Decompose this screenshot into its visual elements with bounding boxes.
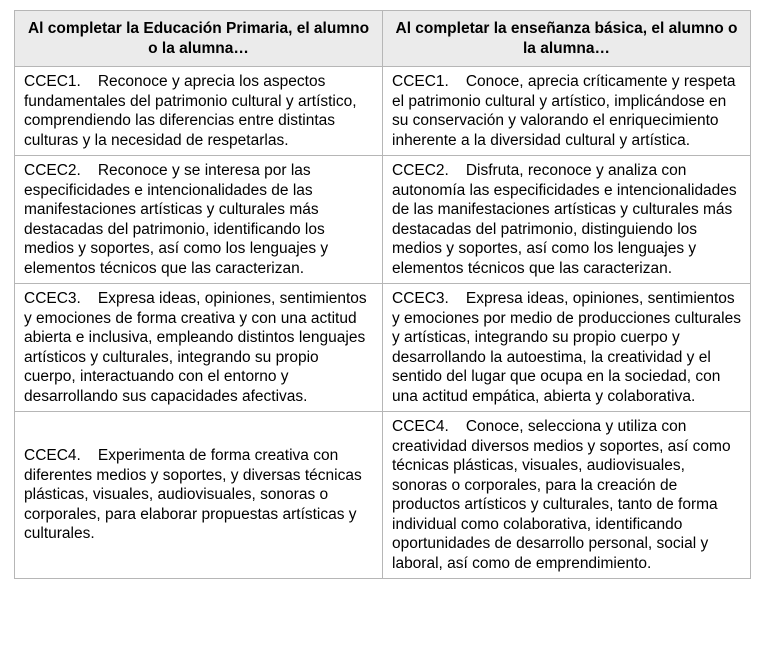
competency-cell-ccec3-primary: [15, 284, 383, 412]
header-cell-basic: Al completar la enseñanza básica, el alumno o la alumna…: [383, 11, 751, 67]
competency-text: Conoce, aprecia críticamente y respeta el patrimonio cultural y artístico, implicándose en su conservación y valorando el enriquecimiento inherente a la diversidad cultural y artística.: [392, 73, 736, 149]
competency-text: Disfruta, reconoce y analiza con autonomía las especificidades e intencionalidades de las manifestaciones artísticas y culturales más destacadas del patrimonio, distinguiendo los medios y soportes, así como los lenguajes y elementos técnicos que las caracterizan.: [392, 162, 737, 277]
table-header-row: [15, 11, 751, 67]
competency-code: CCEC1.: [392, 73, 449, 90]
competency-code: CCEC4.: [24, 447, 81, 465]
table-row: [15, 284, 751, 412]
competency-cell-ccec2-primary: [15, 156, 383, 284]
table-row: [15, 67, 751, 156]
competency-cell-ccec1-primary: [15, 67, 383, 156]
competency-cell-ccec3-basic: [383, 284, 751, 412]
competency-code: CCEC1.: [24, 73, 81, 90]
competency-code: CCEC3.: [392, 290, 449, 307]
competency-cell-ccec1-basic: [383, 67, 751, 156]
competency-text: Expresa ideas, opiniones, sentimientos y emociones por medio de producciones culturales y artísticas, integrando su propio cuerpo y desarrollando la autoestima, la creatividad y el sentido del lugar que ocupa en la sociedad, con una actitud empática, abierta y colaborativa.: [392, 290, 741, 405]
competency-text: Reconoce y se interesa por las especificidades e intencionalidades de las manifestaciones artísticas y culturales más destacadas del patrimonio, identificando los medios y soportes, así como los lenguajes y elementos técnicos que las caracterizan.: [24, 162, 329, 277]
competency-code: CCEC2.: [24, 162, 81, 179]
competency-code: CCEC4.: [392, 418, 449, 435]
competency-text: Experimenta de forma creativa con diferentes medios y soportes, y diversas técnicas plásticas, visuales, audiovisuales, sonoras o corporales, para elaborar propuestas artísticas y culturales.: [24, 447, 362, 543]
competency-code: CCEC2.: [392, 162, 449, 179]
competency-text: Conoce, selecciona y utiliza con creatividad diversos medios y soportes, así como técnicas plásticas, visuales, audiovisuales, sonoras o corporales, para la creación de productos artísticos y culturales, tanto de forma individual como colaborativa, identificando oportunidades de desarrollo personal, social y laboral, así como de emprendimiento.: [392, 418, 731, 572]
table-row: [15, 156, 751, 284]
competency-cell-ccec4-primary: [15, 412, 383, 579]
competency-text: Reconoce y aprecia los aspectos fundamentales del patrimonio cultural y artístico, comprendiendo las diferencias entre distintas culturas y la necesidad de respetarlas.: [24, 73, 357, 149]
table-row: [15, 412, 751, 579]
competency-cell-ccec2-basic: [383, 156, 751, 284]
competency-code: CCEC3.: [24, 290, 81, 307]
competencies-comparison-table: [14, 10, 751, 579]
competency-text: Expresa ideas, opiniones, sentimientos y emociones de forma creativa y con una actitud abierta e inclusiva, empleando distintos lenguajes artísticos y culturales, integrando su propio cuerpo, interactuando con el entorno y desarrollando sus capacidades afectivas.: [24, 290, 367, 405]
competency-cell-ccec4-basic: [383, 412, 751, 579]
header-cell-primary: Al completar la Educación Primaria, el alumno o la alumna…: [15, 11, 383, 67]
